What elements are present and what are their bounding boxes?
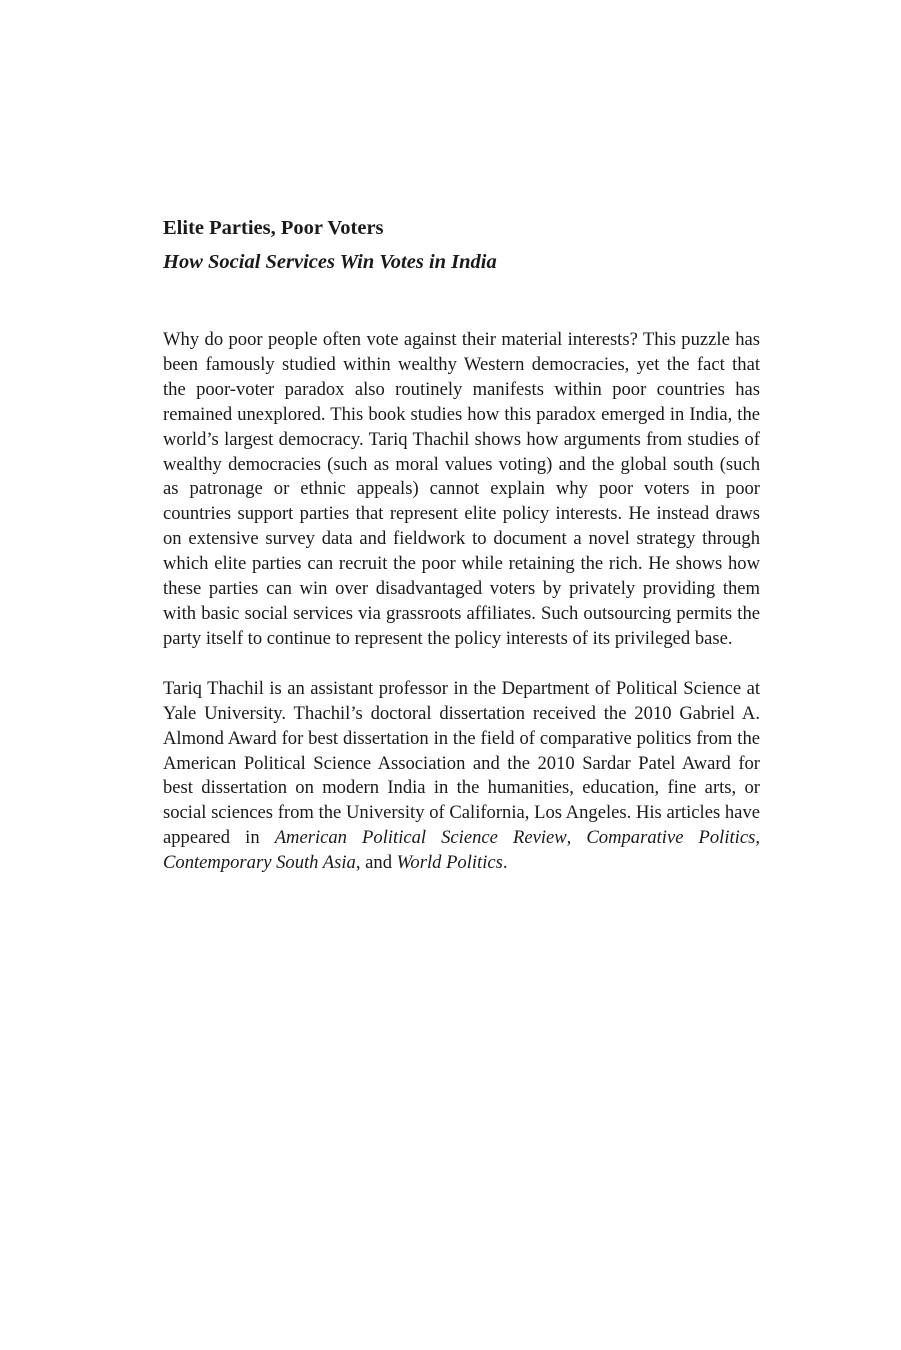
end-punctuation: . [502, 852, 508, 874]
book-title: Elite Parties, Poor Voters [163, 217, 384, 239]
separator: , [566, 827, 587, 849]
author-bio [163, 677, 760, 876]
author-bio-text: Tariq Thachil is an assistant professor in the Department of Political Science at Yale University. Thachil’s doctoral dissertation received the 2010 Gabriel A. Almond Award for best dissertation in the field of comparative politics from the American Political Science Association and the 2010 Sardar Patel Award for best dissertation on modern India in the humanities, education, fine arts, or social sciences from the University of California, Los Angeles. His articles have appeared in [163, 677, 760, 849]
book-subtitle: How Social Services Win Votes in India [163, 251, 497, 273]
separator: , [755, 827, 760, 849]
journal-title: Comparative Politics [586, 827, 756, 849]
journal-title: Contemporary South Asia [163, 852, 356, 874]
journal-title: World Politics [396, 852, 503, 874]
journal-title: American Political Science Review [274, 827, 567, 849]
book-blurb: Why do poor people often vote against their material interests? This puzzle has been famously studied within wealthy Western democracies, yet the fact that the poor-voter paradox also routinely manifests within poor countries has remained unexplored. This book studies how this paradox emerged in India, the world’s largest democracy. Tariq Thachil shows how arguments from studies of wealthy democracies (such as moral values voting) and the global south (such as patronage or ethnic appeals) cannot explain why poor voters in poor countries support parties that represent elite policy interests. He instead draws on extensive survey data and fieldwork to document a novel strategy through which elite parties can recruit the poor while retaining the rich. He shows how these parties can win over disadvantaged voters by privately providing them with basic social services via grassroots affiliates. Such outsourcing permits the party itself to continue to represent the policy interests of its privileged base. [163, 329, 760, 649]
separator: , and [355, 852, 397, 874]
book-page [163, 212, 760, 876]
